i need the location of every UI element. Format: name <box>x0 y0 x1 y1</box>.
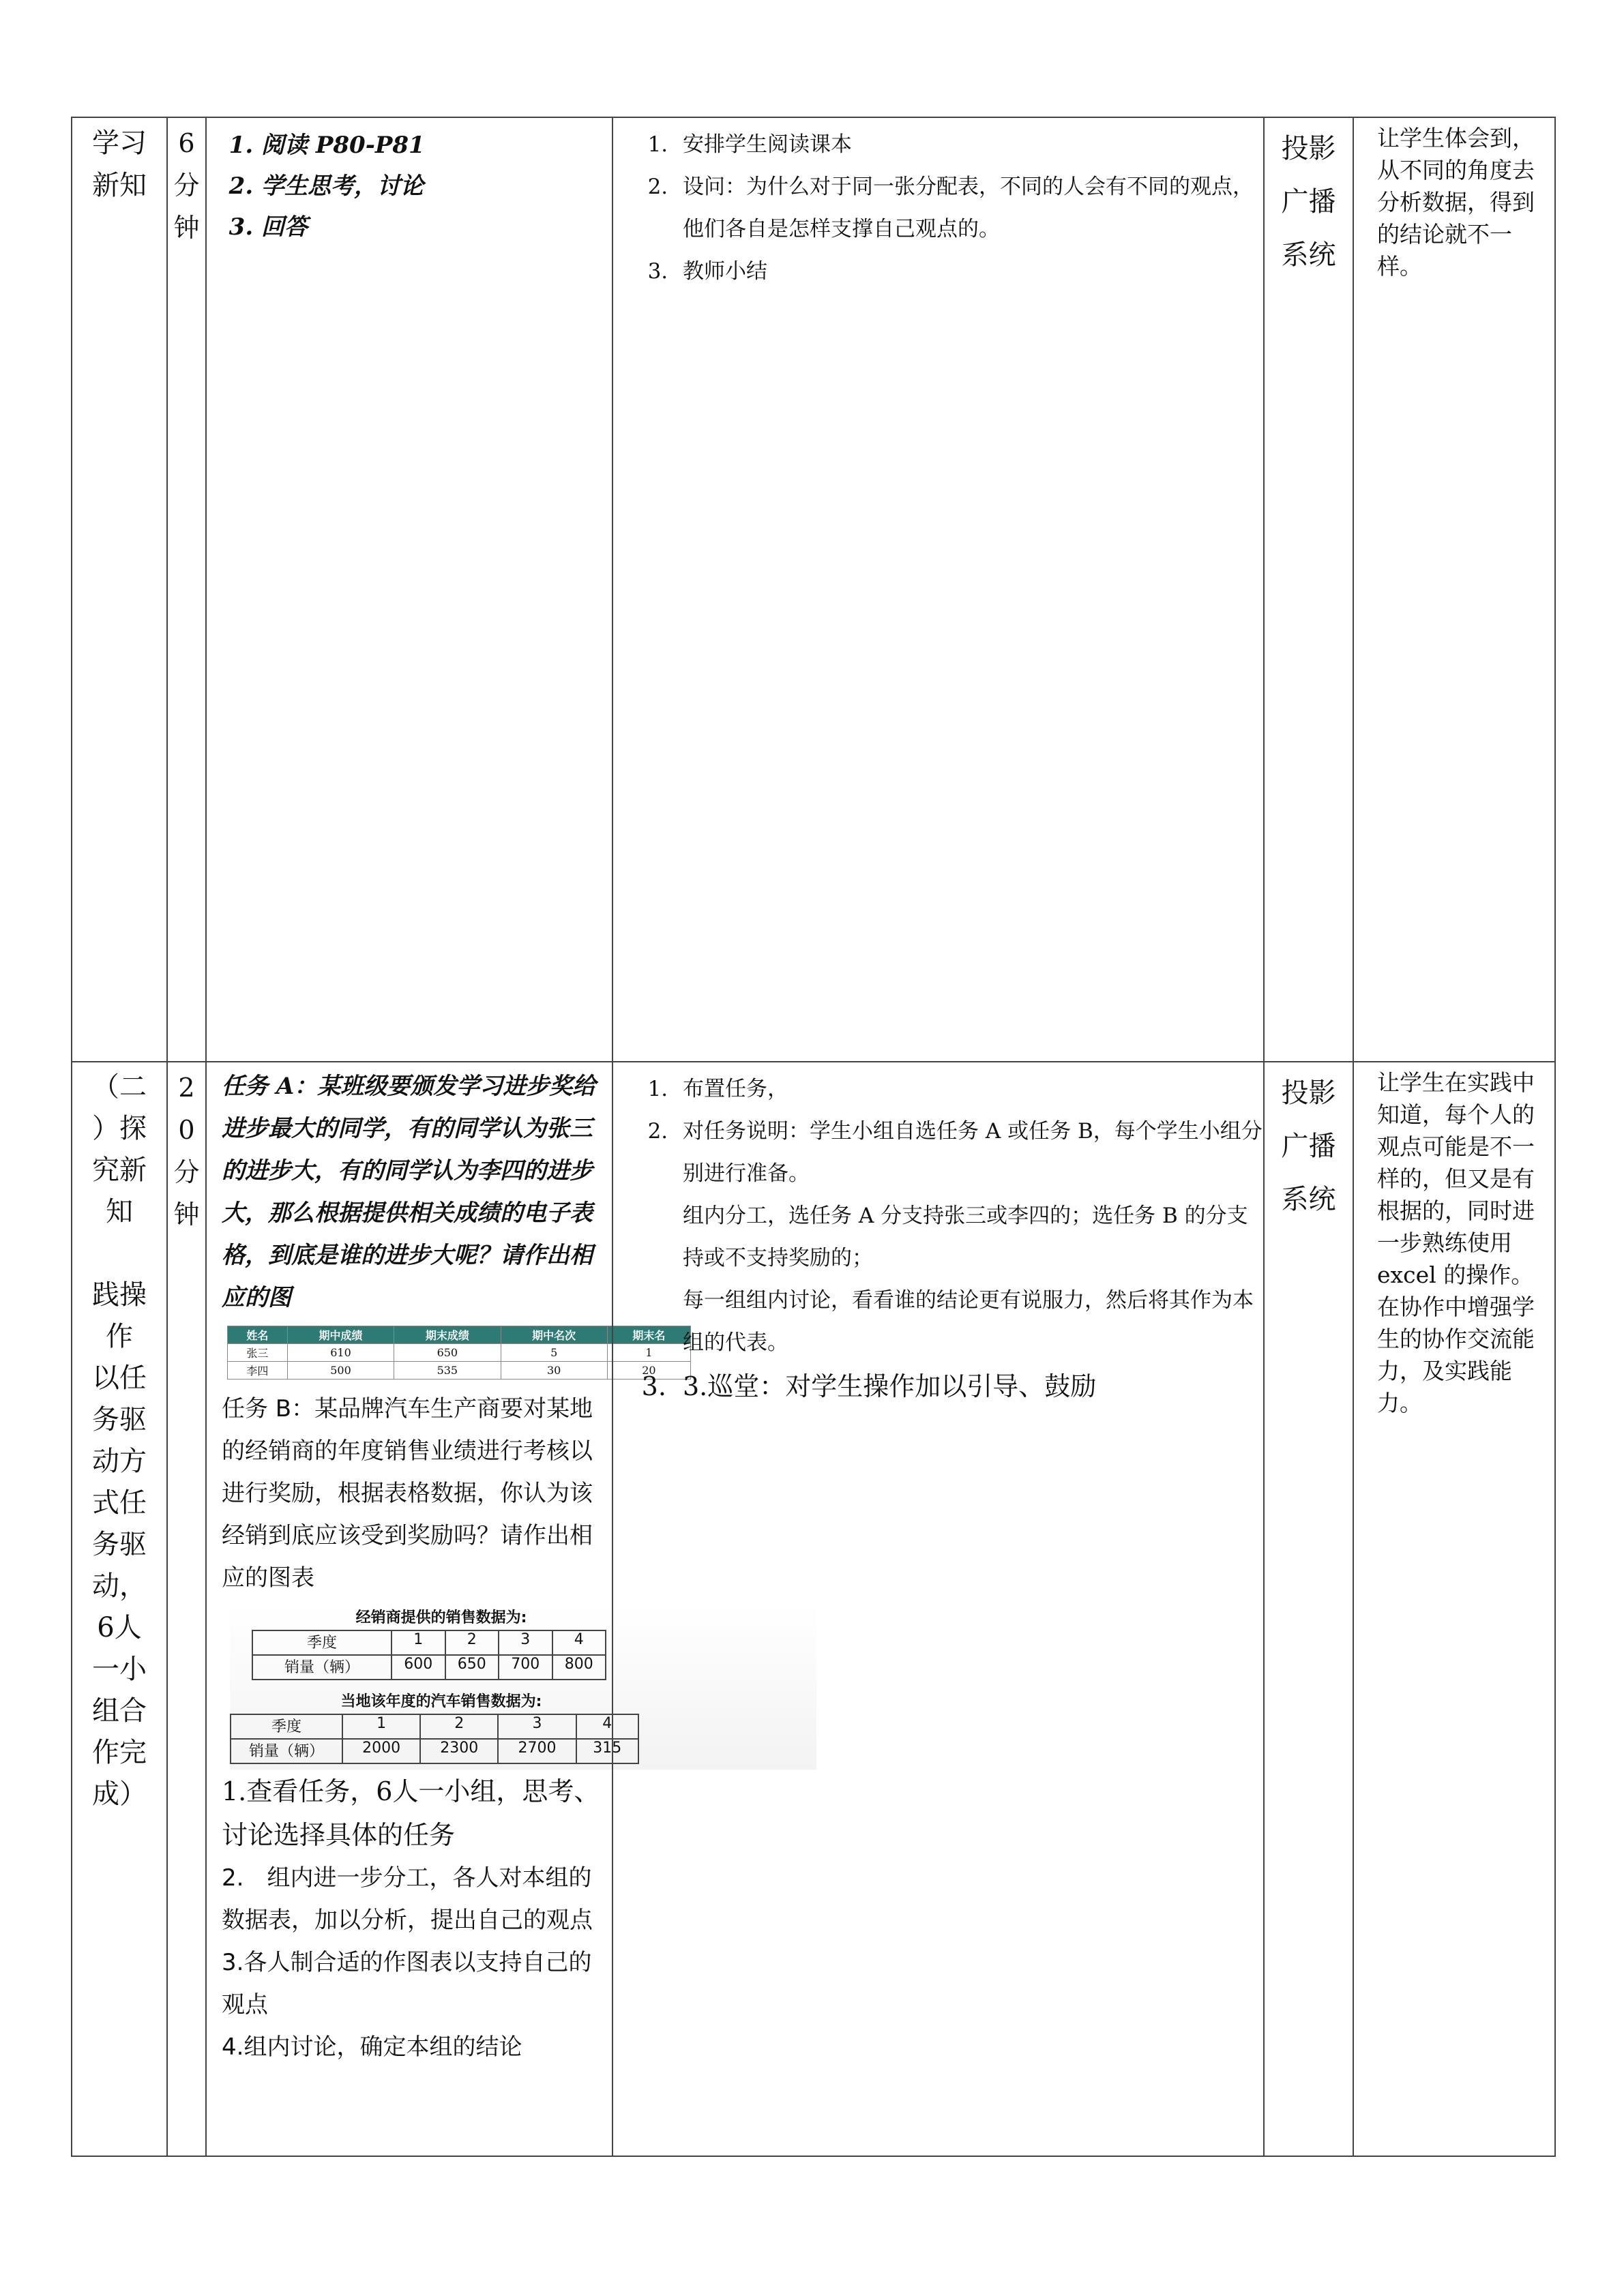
time-line: 钟 <box>173 1199 200 1229</box>
table-header: 姓名 <box>228 1326 288 1344</box>
table-cell: 610 <box>287 1344 394 1362</box>
time-line: 0 <box>178 1115 195 1145</box>
stage-line: 究新 <box>92 1154 147 1186</box>
step-item: 4.组内讨论，确定本组的结论 <box>222 2033 522 2061</box>
local-table <box>230 1714 639 1764</box>
intent-cell <box>1353 1062 1555 2156</box>
table-cell: 30 <box>501 1362 607 1380</box>
list-item <box>675 1110 1263 1364</box>
dealer-table <box>252 1630 606 1680</box>
stage-line: 动方 <box>92 1446 147 1477</box>
time-line: 分 <box>173 1157 200 1187</box>
table-cell: 季度 <box>252 1630 392 1655</box>
table-header: 期末名 <box>607 1326 690 1344</box>
stage-line: 式任 <box>92 1487 147 1519</box>
stage-line: 践操 <box>92 1279 147 1311</box>
student-steps <box>207 1770 612 2068</box>
list-item-text: 2. 对任务说明：学生小组自选任务 A 或任务 B，每个学生小组分别进行准备。 <box>683 1119 1263 1186</box>
table-cell: 1 <box>392 1630 445 1655</box>
student-list <box>207 125 612 248</box>
list-item: 3. 回答 <box>261 207 612 248</box>
table-cell: 700 <box>499 1655 552 1680</box>
stage-line: 务驱 <box>92 1529 147 1560</box>
table-row <box>252 1655 606 1680</box>
table-cell: 张三 <box>228 1344 288 1362</box>
table-header: 期末成绩 <box>394 1326 501 1344</box>
time-line: 分 <box>173 170 200 200</box>
step-item: 1.查看任务，6人一小组，思考、讨论选择具体的任务 <box>222 1776 600 1850</box>
time-cell <box>167 1062 206 2156</box>
stage-line: 组合 <box>92 1695 147 1727</box>
media-line: 广播 <box>1281 186 1336 218</box>
teacher-list <box>613 1068 1263 1409</box>
table-cell: 3 <box>498 1714 576 1739</box>
table-cell: 800 <box>552 1655 606 1680</box>
table-cell: 5 <box>501 1344 607 1362</box>
list-item-text: 组内分工，选任务 A 分支持张三或李四的；选任务 B 的分支持或不支持奖励的； <box>683 1204 1248 1270</box>
local-caption: 当地该年度的汽车销售数据为: <box>340 1693 542 1710</box>
table-row <box>231 1714 638 1739</box>
table-cell: 2300 <box>420 1739 498 1763</box>
media-line: 广播 <box>1281 1131 1336 1162</box>
stage-line: 成） <box>92 1778 147 1810</box>
table-header: 期中名次 <box>501 1326 607 1344</box>
stage-line <box>72 1233 166 1274</box>
table-cell: 600 <box>392 1655 445 1680</box>
student-activity-cell <box>206 117 612 1062</box>
row-learn-new <box>72 117 1555 1062</box>
table-cell: 4 <box>552 1630 606 1655</box>
stage-line: 学习 <box>92 128 147 159</box>
task-a-text: 任务 A：某班级要颁发学习进步奖给进步最大的同学，有的同学认为张三的进步大，有的同学认为李四的进步大，那么根据提供相关成绩的电子表格，到底是谁的进步大呢？请作出相应的图 <box>222 1073 596 1311</box>
time-line: 6 <box>178 128 195 158</box>
stage-line: 新知 <box>92 170 147 201</box>
list-item: 2. 设问：为什么对于同一张分配表，不同的人会有不同的观点，他们各自是怎样支撑自己观点的。 <box>675 166 1263 250</box>
stage-line: 以任 <box>92 1362 147 1394</box>
time-line: 2 <box>178 1073 195 1103</box>
row-explore-new <box>72 1062 1555 2156</box>
intent-cell <box>1353 117 1555 1062</box>
task-b-text: 任务 B：某品牌汽车生产商要对某地的经销商的年度销售业绩进行考核以进行奖励，根据表格数据，你认为该经销到底应该受到奖励吗？请作出相应的图表 <box>222 1395 593 1592</box>
step-item: 2. 组内进一步分工，各人对本组的数据表，加以分析，提出自己的观点 <box>222 1864 593 1934</box>
table-cell: 535 <box>394 1362 501 1380</box>
table-cell: 季度 <box>231 1714 342 1739</box>
student-activity-cell <box>206 1062 666 2156</box>
list-item: 2. 学生思考，讨论 <box>261 166 612 207</box>
table-cell: 李四 <box>228 1362 288 1380</box>
stage-line: （二 <box>92 1071 147 1103</box>
list-item-text: 每一组组内讨论，看看谁的结论更有说服力，然后将其作为本组的代表。 <box>683 1288 1254 1355</box>
stage-line: 动， <box>92 1570 147 1602</box>
table-cell: 4 <box>576 1714 638 1739</box>
media-cell <box>1264 1062 1353 2156</box>
table-cell: 20 <box>607 1362 690 1380</box>
media-line: 投影 <box>1281 133 1336 164</box>
step-item: 3.各人制合适的作图表以支持自己的观点 <box>222 1949 592 2018</box>
stage-line: 作 <box>106 1321 133 1352</box>
table-cell: 2000 <box>342 1739 420 1763</box>
stage-cell <box>72 1062 167 2156</box>
media-line: 系统 <box>1281 1184 1336 1215</box>
list-item: 1. 安排学生阅读课本 <box>675 123 1263 166</box>
table-cell: 650 <box>445 1655 499 1680</box>
media-line: 系统 <box>1281 239 1336 271</box>
stage-line: 务驱 <box>92 1404 147 1435</box>
table-cell: 销量（辆） <box>252 1655 392 1680</box>
stage-line: 作完 <box>92 1737 147 1768</box>
intent-text: 让学生在实践中知道，每个人的观点可能是不一样的，但又是有根据的，同时进一步熟练使用 excel 的操作。在协作中增强学生的协作交流能力，及实践能力。 <box>1377 1069 1535 1416</box>
stage-cell <box>72 117 167 1062</box>
table-cell: 650 <box>394 1344 501 1362</box>
stage-line: 知 <box>106 1196 133 1227</box>
list-item: 1. 布置任务， <box>675 1068 1263 1110</box>
table-cell: 2700 <box>498 1739 576 1763</box>
time-line: 钟 <box>173 213 200 243</box>
stage-line: 一小 <box>92 1654 147 1685</box>
list-item: 3. 教师小结 <box>675 250 1263 293</box>
dealer-caption: 经销商提供的销售数据为: <box>355 1609 527 1626</box>
lesson-plan-table <box>71 117 1556 2157</box>
stage-line: ）探 <box>92 1113 147 1144</box>
table-cell: 3 <box>499 1630 552 1655</box>
table-row <box>252 1630 606 1655</box>
table-cell: 2 <box>420 1714 498 1739</box>
list-item: 1. 阅读 P80-P81 <box>261 125 612 166</box>
stage-line: 6人 <box>97 1612 142 1643</box>
media-cell <box>1264 117 1353 1062</box>
list-item: 3. 3.巡堂：对学生操作加以引导、鼓励 <box>675 1364 1263 1409</box>
table-header: 期中成绩 <box>287 1326 394 1344</box>
table-cell: 1 <box>607 1344 690 1362</box>
time-cell <box>167 117 206 1062</box>
table-cell: 500 <box>287 1362 394 1380</box>
table-cell: 2 <box>445 1630 499 1655</box>
media-line: 投影 <box>1281 1077 1336 1109</box>
table-cell: 1 <box>342 1714 420 1739</box>
teacher-activity-cell <box>612 1062 1264 2156</box>
intent-text: 让学生体会到，从不同的角度去分析数据，得到的结论就不一样。 <box>1377 125 1535 280</box>
table-cell: 销量（辆） <box>231 1739 342 1763</box>
teacher-list <box>613 123 1263 293</box>
teacher-activity-cell <box>612 117 1264 1062</box>
table-cell: 315 <box>576 1739 638 1763</box>
table-row <box>231 1739 638 1763</box>
